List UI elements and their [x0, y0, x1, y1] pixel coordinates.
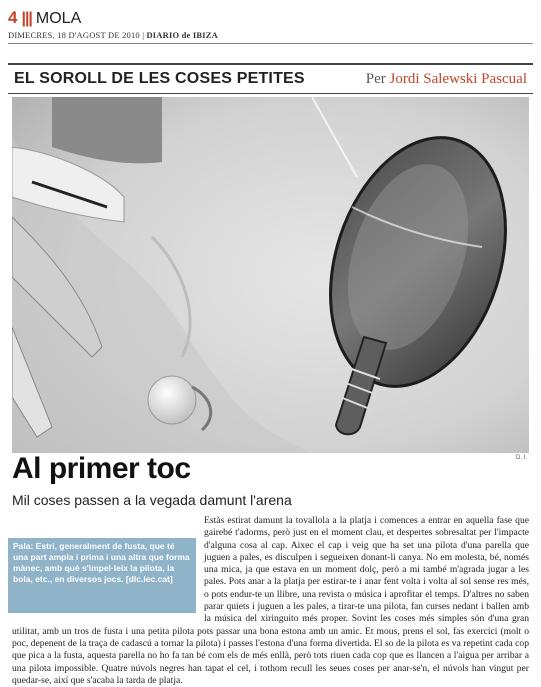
section-separator: ||| [21, 10, 32, 27]
photo-credit: D. I. [515, 455, 527, 461]
byline [366, 71, 527, 88]
article-body [12, 515, 529, 687]
issue-date: DIMECRES, 18 D'AGOST DE 2010 [8, 30, 140, 40]
section-name: MOLA [35, 10, 82, 27]
byline-prefix: Per [365, 70, 386, 87]
column-header [8, 63, 533, 94]
author-name: Jordi Salewski Pascual [389, 70, 527, 87]
article-headline: Al primer toc [12, 452, 191, 485]
page-header [8, 8, 533, 28]
beach-paddle-photo [12, 97, 529, 453]
column-title: EL SOROLL DE LES COSES PETITES [14, 70, 305, 87]
article-deck: Mil coses passen a la vegada damunt l'arena [12, 492, 292, 508]
article-body-text: Estàs estirat damunt la tovallola a la platja i comences a entrar en aquella fase que gairebé t'adorms, però just en el moment clau, et despertes sobresaltat per l'impacte d'alguna cosa al cap. Aixec el cap i veig que ha set una pilota d'una parella que juguen a pales, es disculpen i segueixen donant-li canya. No em molesta, bé, només una mica, ja que estava en un moment dolç, però a mi també m'agrada jugar a les pales. Pots anar a la platja per estirar-te i anar fent volta i volta al sol sense res més, o pots endur-te un llibre, una revista o música i aprofitar el temps. D'altres no saben parar quiets i juguen a les pales, a tirar-te una pilota, fan curses nedant i ballen amb la música del xiringuito més proper. Sovint les coses més simples són d'una gran utilitat, amb un tros de fusta i una petita pilota pots passar una bona estona amb un amic. Et mous, prens el sol, fas exercici (molt o poc, depenent de la traça de cadascú a tornar la pilota) i passes l'estona d'una forma divertida. El so de la pilota es va repetint cada cop que pica a la fusta, aquesta parella no ho fa tan bé com els de més enllà, però tots riuen cada cop que es llancen a l'aigua per arribar a una pilota impossible. Quatre núvols negres han tapat el cel, i tothom recull les seues coses per anar-se'n, el núvols han vingut per quedar-se, així que s'acaba la tarda de platja. [12, 515, 529, 686]
photo-illustration [12, 97, 529, 453]
definition-sidebar: Pala: Estri, generalment de fusta, que té una part ampla i prima i una altra que forma mànec, amb què s'impel·leix la pilota, la bola, etc., en diversos jocs. [dlc.iec.cat] [8, 538, 196, 613]
page-number: 4 [8, 8, 18, 27]
dateline: DIMECRES, 18 D'AGOST DE 2010 | DIARIO de IBIZA [8, 30, 533, 44]
newspaper-name: DIARIO de IBIZA [146, 30, 218, 40]
